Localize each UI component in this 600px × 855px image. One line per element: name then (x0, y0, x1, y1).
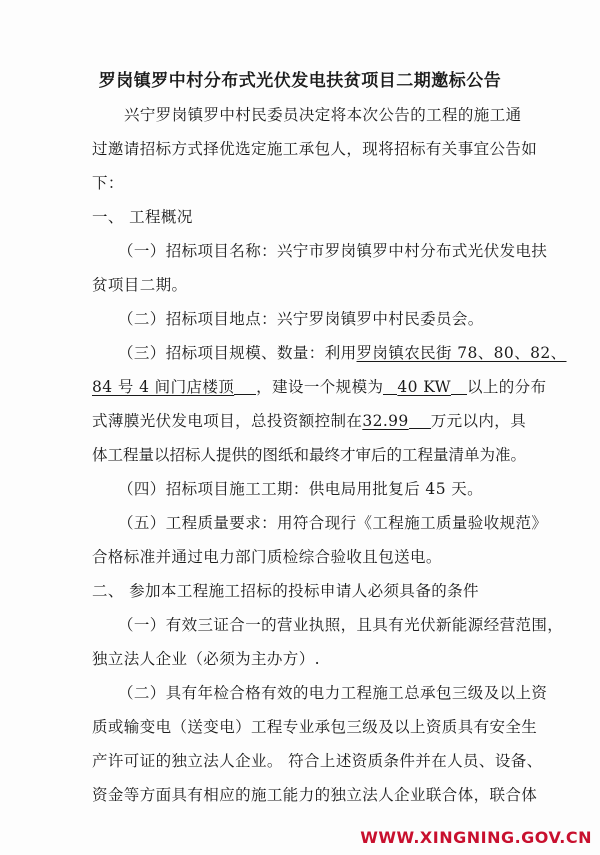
item-2-2-line-2: 质或输变电（送变电）工程专业承包三级及以上资质具有安全生 (92, 718, 538, 736)
item-1-1-line-2: 贫项目二期。 (92, 276, 188, 294)
site-watermark: WWW.XINGNING.GOV.CN (360, 828, 592, 847)
item-1-4: （四）招标项目施工工期：供电局用批复后 45 天。 (118, 480, 484, 498)
item-1-3-line-4: 体工程量以招标人提供的图纸和最终才审后的工程量清单为准。 (92, 446, 527, 464)
item-1-3-line-2 (92, 376, 547, 398)
item-1-3-prefix: （三）招标项目规模、数量：利用 (118, 344, 357, 362)
item-1-3-line3-prefix: 式薄膜光伏发电项目，总投资额控制在 (92, 412, 363, 430)
item-2-2-line-1: （二）具有年检合格有效的电力工程施工总承包三级及以上资 (118, 684, 548, 702)
item-1-5-line-2: 合格标准并通过电力部门质检综合验收且包送电。 (92, 548, 442, 566)
underline-blank (409, 411, 431, 429)
section-2-heading: 二、 参加本工程施工招标的投标申请人必须具备的条件 (92, 582, 479, 600)
intro-line-2: 过邀请招标方式择优选定施工承包人，现将招标有关事宜公告如 (92, 140, 538, 158)
item-1-3-location-b: 84 号 4 间门店楼顶 (92, 378, 235, 396)
item-1-3-line-3 (92, 410, 526, 432)
item-1-5-line-1: （五）工程质量要求：用符合现行《工程施工质量验收规范》 (118, 514, 548, 532)
item-2-2-line-3: 产许可证的独立法人企业。 符合上述资质条件并在人员、设备、 (92, 752, 543, 770)
intro-line-1: 兴宁罗岗镇罗中村民委员决定将本次公告的工程的施工通 (124, 106, 522, 124)
item-1-3-line3-suffix: 万元以内，具 (430, 412, 527, 430)
item-1-3-mid: ，建设一个规模为 (256, 378, 384, 396)
item-1-3-investment: 32.99 (362, 412, 409, 430)
item-1-3-suffix: 以上的分布 (466, 378, 547, 396)
underline-blank (383, 377, 397, 395)
item-2-1-line-1: （一）有效三证合一的营业执照，且具有光伏新能源经营范围， (118, 616, 564, 634)
item-1-3-location-a: 罗岗镇农民街 78、80、82、 (356, 344, 567, 362)
item-2-2-line-4: 资金等方面具有相应的施工能力的独立法人企业联合体，联合体 (92, 786, 538, 804)
intro-line-3: 下： (92, 174, 124, 192)
item-1-3-line-1 (118, 342, 567, 364)
underline-blank (234, 377, 256, 395)
item-1-1-line-1: （一）招标项目名称：兴宁市罗岗镇罗中村分布式光伏发电扶 (118, 242, 548, 260)
item-2-1-line-2: 独立法人企业（必须为主办方）. (92, 650, 320, 668)
section-1-heading: 一、 工程概况 (92, 208, 193, 226)
underline-blank (451, 377, 467, 395)
document-title: 罗岗镇罗中村分布式光伏发电扶贫项目二期邀标公告 (98, 71, 502, 91)
item-1-3-capacity: 40 KW (397, 378, 451, 396)
item-1-2: （二）招标项目地点：兴宁罗岗镇罗中村民委员会。 (118, 310, 484, 328)
